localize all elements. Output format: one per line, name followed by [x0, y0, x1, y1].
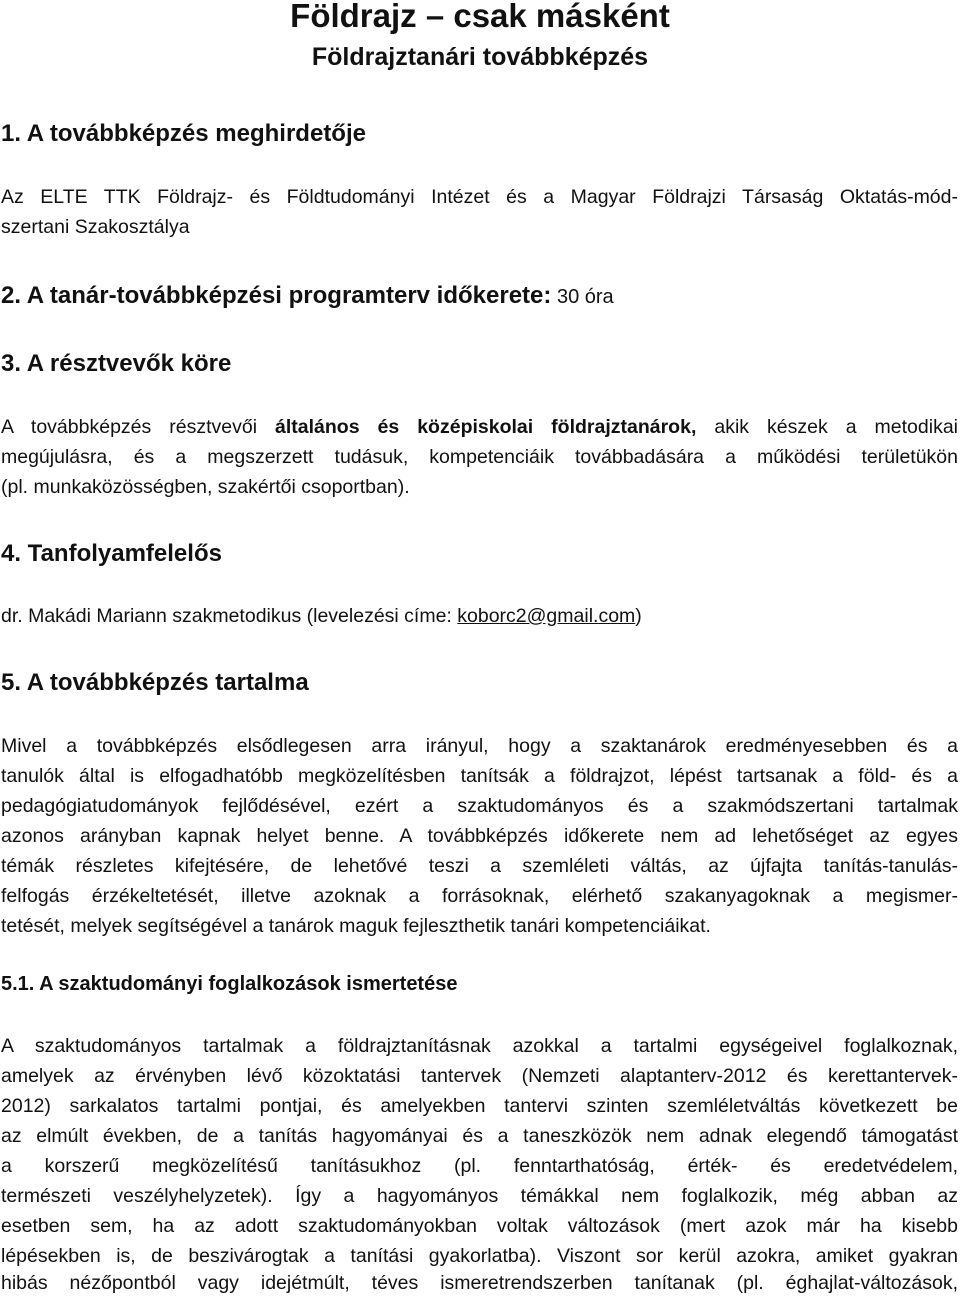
section-5-1-line: 2012) sarkalatos tartalmi pontjai, és amelyekben tantervi szinten szemléletváltás következett be — [1, 1095, 958, 1117]
section-5-line: tetését, melyek segítségével a tanárok maguk fejleszthetik tanári kompetenciáikat. — [1, 915, 711, 937]
section-1-line-2: szertani Szakosztálya — [1, 216, 190, 238]
document-subtitle: Földrajztanári továbbképzés — [311, 43, 649, 71]
section-3-heading: 3. A résztvevők köre — [1, 350, 232, 377]
section-5-1-line: természeti veszélyhelyzetek). Így a hagyományos témákkal nem foglalkozik, még abban az — [1, 1185, 958, 1207]
section-5-line: témák részletes kifejtésére, de lehetővé teszi a szemléleti váltás, az újfajta tanítás-tanulás- — [1, 855, 958, 877]
section-1-heading: 1. A továbbképzés meghirdetője — [1, 120, 366, 147]
section-5-line: pedagógiatudományok fejlődésével, ezért a szaktudományos és a szakmódszertani tartalmak — [1, 795, 958, 817]
section-5-line: tanulók által is elfogadhatóbb megközelítésben tanítsák a földrajzot, lépést tartsanak a föld- és a — [1, 765, 958, 787]
section-3-text-a: A továbbképzés résztvevői — [1, 416, 276, 438]
section-4-close: ) — [635, 605, 642, 627]
section-2-value: 30 óra — [551, 286, 614, 308]
section-2-heading-text: 2. A tanár-továbbképzési programterv időkerete: — [1, 282, 552, 309]
section-3-line-1 — [1, 412, 958, 442]
section-5-1-line: hibás nézőpontból vagy idejétmúlt, téves ismeretrendszerben tanítanak (pl. éghajlat-változások, — [1, 1272, 958, 1294]
section-5-heading: 5. A továbbképzés tartalma — [1, 669, 309, 696]
section-4-line — [1, 601, 958, 631]
section-5-line: azonos arányban kapnak helyet benne. A továbbképzés időkerete nem ad lehetőséget az egyes — [1, 825, 958, 847]
section-5-1-line: A szaktudományos tartalmak a földrajztanításnak azokkal a tartalmi egységeivel foglalkoznak, — [1, 1035, 958, 1057]
section-3-line-3: (pl. munkaközösségben, szakértői csoportban). — [1, 476, 410, 498]
section-5-1-heading: 5.1. A szaktudományi foglalkozások ismertetése — [1, 973, 458, 995]
section-1-line-1: Az ELTE TTK Földrajz- és Földtudományi Intézet és a Magyar Földrajzi Társaság Oktatás-mód- — [1, 186, 958, 208]
section-5-line: felfogás érzékeltetését, illetve azoknak a forrásoknak, elérhető szakanyagoknak a megismer- — [1, 885, 958, 907]
section-5-1-line: a korszerű megközelítésű tanításukhoz (pl. fenntarthatóság, érték- és eredetvédelem, — [1, 1155, 958, 1177]
section-3-text-bold: általános és középiskolai földrajztanárok, — [275, 416, 697, 438]
section-5-1-line: lépésekben is, de beszivárogtak a tanítási gyakorlatba). Viszont sor kerül azokra, amiket gyakran — [1, 1245, 958, 1267]
section-5-1-line: amelyek az érvényben lévő közoktatási tantervek (Nemzeti alaptanterv-2012 és kerettantervek- — [1, 1065, 958, 1087]
section-3-line-2: megújulásra, és a megszerzett tudásuk, kompetenciáik továbbadására a működési területükön — [1, 446, 958, 468]
section-5-line: Mivel a továbbképzés elsődlegesen arra irányul, hogy a szaktanárok eredményesebben és a — [1, 735, 958, 757]
section-4-text: dr. Makádi Mariann szakmetodikus (levelezési címe: — [1, 605, 458, 627]
section-5-1-line: esetben sem, ha az adott szaktudományokban voltak változások (mert azok már ha kisebb — [1, 1215, 958, 1237]
section-4-heading: 4. Tanfolyamfelelős — [1, 540, 222, 567]
document-title: Földrajz – csak másként — [290, 0, 670, 34]
section-3-text-c: akik készek a metodikai — [696, 416, 959, 438]
section-2-heading — [1, 281, 614, 312]
email-link[interactable]: koborc2@gmail.com — [457, 605, 636, 627]
section-5-1-line: az elmúlt években, de a tanítás hagyományai és a taneszközök nem adnak elegendő támogatást — [1, 1125, 958, 1147]
